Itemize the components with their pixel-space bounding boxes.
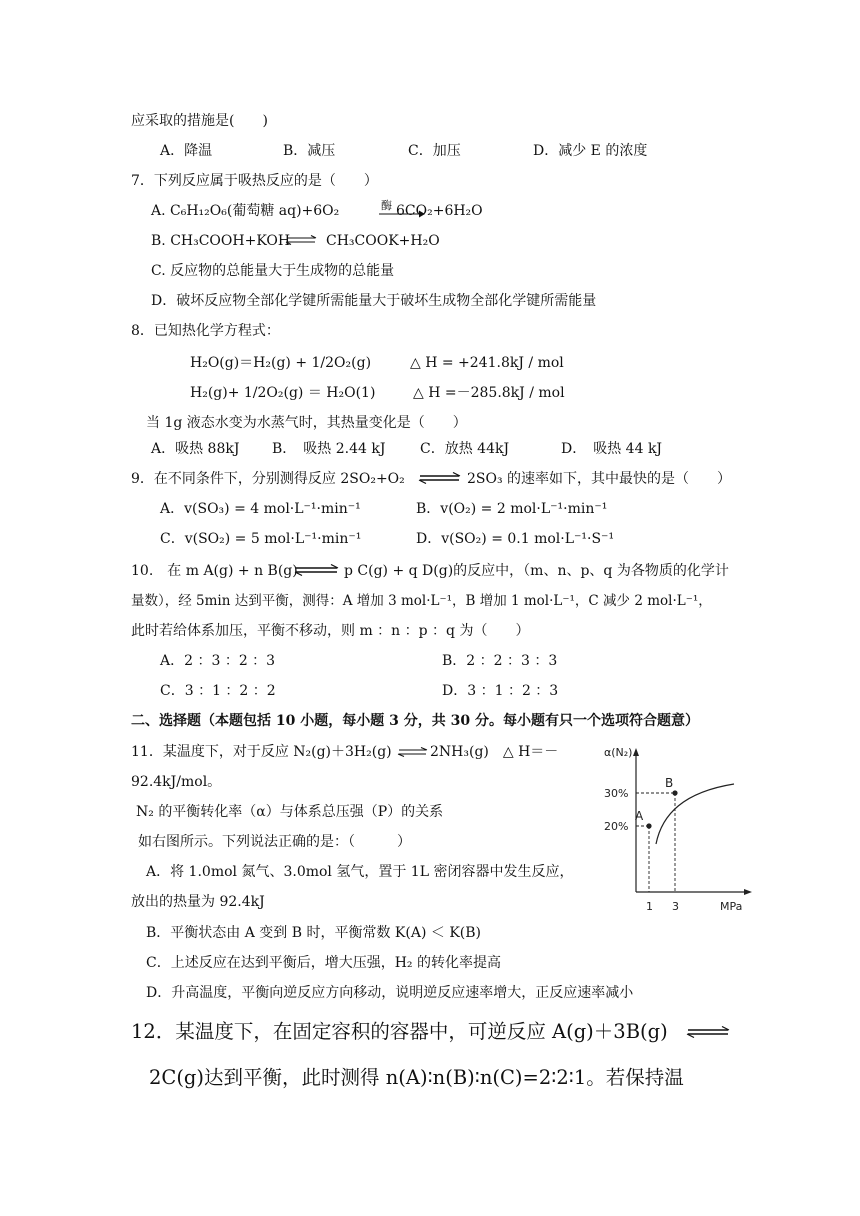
q8-enthalpy-2: △ H =－285.8kJ / mol xyxy=(413,385,565,401)
conversion-pressure-chart xyxy=(598,740,758,920)
q8-option-a: A．吸热 88kJ xyxy=(151,441,240,457)
q10-option-a: A．2 ：3 ：2 ：3 xyxy=(160,653,276,669)
q9-option-a: A．v(SO₃) = 4 mol·L⁻¹·min⁻¹ xyxy=(160,501,361,517)
intro-line: 应采取的措施是( ) xyxy=(131,113,268,129)
point-B xyxy=(672,790,677,795)
equilibrium-arrow-icon xyxy=(686,1026,730,1038)
x-axis-arrow xyxy=(744,889,752,895)
q10-option-c: C．3 ：1 ：2 ：2 xyxy=(160,683,276,699)
q10-line-2: 量数），经 5min 达到平衡，测得：A 增加 3 mol·L⁻¹，B 增加 1 mol·L⁻¹，C 减少 2 mol·L⁻¹， xyxy=(131,593,712,609)
q7-option-a-lhs: A. C₆H₁₂O₆(葡萄糖 aq)+6O₂ xyxy=(151,203,340,219)
y-tick-label: 20% xyxy=(604,820,629,833)
x-tick-label: 1 xyxy=(646,900,653,913)
q10-stem-start: 10. 在 m A(g) + n B(g) xyxy=(131,563,298,579)
q9-option-c: C．v(SO₂) = 5 mol·L⁻¹·min⁻¹ xyxy=(160,531,362,547)
q11-line-3: N₂ 的平衡转化率（α）与体系总压强（P）的关系 xyxy=(136,804,444,820)
q7-option-b-lhs: B. CH₃COOH+KOH xyxy=(151,233,291,249)
q9-option-d: D．v(SO₂) = 0.1 mol·L⁻¹·S⁻¹ xyxy=(416,531,615,547)
q12-line-2: 2C(g)达到平衡，此时测得 n(A)∶n(B)∶n(C)=2∶2∶1。若保持温 xyxy=(149,1066,684,1089)
q10-option-b: B．2 ：2 ：3 ：3 xyxy=(442,653,558,669)
x-axis-label: MPa xyxy=(720,900,743,913)
q9-option-b: B．v(O₂) = 2 mol·L⁻¹·min⁻¹ xyxy=(416,501,608,517)
q7-stem: 7．下列反应属于吸热反应的是（ ） xyxy=(131,173,378,189)
q6-option-b: B．减压 xyxy=(283,143,336,159)
q11-line-4: 如右图所示。下列说法正确的是：（ ） xyxy=(138,834,411,850)
q11-option-d: D．升高温度，平衡向逆反应方向移动，说明逆反应速率增大，正反应速率减小 xyxy=(146,985,634,1001)
q10-option-d: D．3 ：1 ：2 ：3 xyxy=(442,683,559,699)
q12-line-1: 12．某温度下，在固定容积的容器中，可逆反应 A(g)＋3B(g) xyxy=(131,1020,668,1043)
q8-question: 当 1g 液态水变为水蒸气时，其热量变化是（ ） xyxy=(146,415,467,431)
q8-equation-2: H₂(g)+ 1/2O₂(g) ＝ H₂O(1) xyxy=(190,385,376,401)
q10-line-3: 此时若给体系加压，平衡不移动，则 m ：n ：p ：q 为（ ） xyxy=(131,623,530,639)
q11-stem-end: 2NH₃(g) △ H＝－ xyxy=(430,744,559,760)
q8-equation-1: H₂O(g)＝H₂(g) + 1/2O₂(g) xyxy=(190,355,372,371)
point-label-A: A xyxy=(635,809,644,823)
q8-option-b: B． 吸热 2.44 kJ xyxy=(272,441,386,457)
q11-stem-start: 11．某温度下，对于反应 N₂(g)＋3H₂(g) xyxy=(131,744,392,760)
q11-option-b: B．平衡状态由 A 变到 B 时，平衡常数 K(A) ＜ K(B) xyxy=(146,925,482,941)
q6-option-c: C．加压 xyxy=(408,143,461,159)
equilibrium-arrow-icon xyxy=(285,235,319,245)
q9-stem-start: 9．在不同条件下，分别测得反应 2SO₂+O₂ xyxy=(131,471,405,487)
q6-option-a: A．降温 xyxy=(160,143,213,159)
q8-option-d: D． 吸热 44 kJ xyxy=(561,441,663,457)
y-axis-arrow xyxy=(633,748,639,756)
y-tick-label: 30% xyxy=(604,787,629,800)
q8-option-c: C．放热 44kJ xyxy=(420,441,510,457)
q7-catalyst-label: 酶 xyxy=(381,199,392,212)
q11-option-a-line-1: A．将 1.0mol 氮气、3.0mol 氢气，置于 1L 密闭容器中发生反应， xyxy=(146,864,574,880)
q11-option-c: C．上述反应在达到平衡后，增大压强，H₂ 的转化率提高 xyxy=(146,955,501,971)
q11-line-2: 92.4kJ/mol。 xyxy=(131,774,222,790)
q7-option-d: D．破坏反应物全部化学键所需能量大于破坏生成物全部化学键所需能量 xyxy=(151,293,597,309)
y-axis-label: α(N₂) xyxy=(604,746,633,759)
equilibrium-arrow-icon xyxy=(397,747,429,757)
q7-option-c: C. 反应物的总能量大于生成物的总能量 xyxy=(151,263,395,279)
x-tick-label: 3 xyxy=(672,900,679,913)
q10-stem-end: p C(g) + q D(g)的反应中，（m、n、p、q 为各物质的化学计 xyxy=(344,563,729,579)
point-label-B: B xyxy=(665,776,674,790)
q8-stem: 8．已知热化学方程式： xyxy=(131,323,280,339)
q9-stem-end: 2SO₃ 的速率如下，其中最快的是（ ） xyxy=(467,471,732,487)
q11-option-a-line-2: 放出的热量为 92.4kJ xyxy=(131,894,265,910)
q6-option-d: D．减少 E 的浓度 xyxy=(533,143,648,159)
section-2-heading: 二、选择题（本题包括 10 小题，每小题 3 分，共 30 分。每小题有只一个选项符合题意） xyxy=(131,713,699,729)
equilibrium-arrow-icon xyxy=(418,472,462,484)
q7-option-b-rhs: CH₃COOK+H₂O xyxy=(326,233,440,249)
point-A xyxy=(646,823,651,828)
equilibrium-arrow-icon xyxy=(294,564,340,576)
q8-enthalpy-1: △ H = +241.8kJ / mol xyxy=(410,355,564,371)
q7-option-a-rhs: 6CO₂+6H₂O xyxy=(396,203,483,219)
